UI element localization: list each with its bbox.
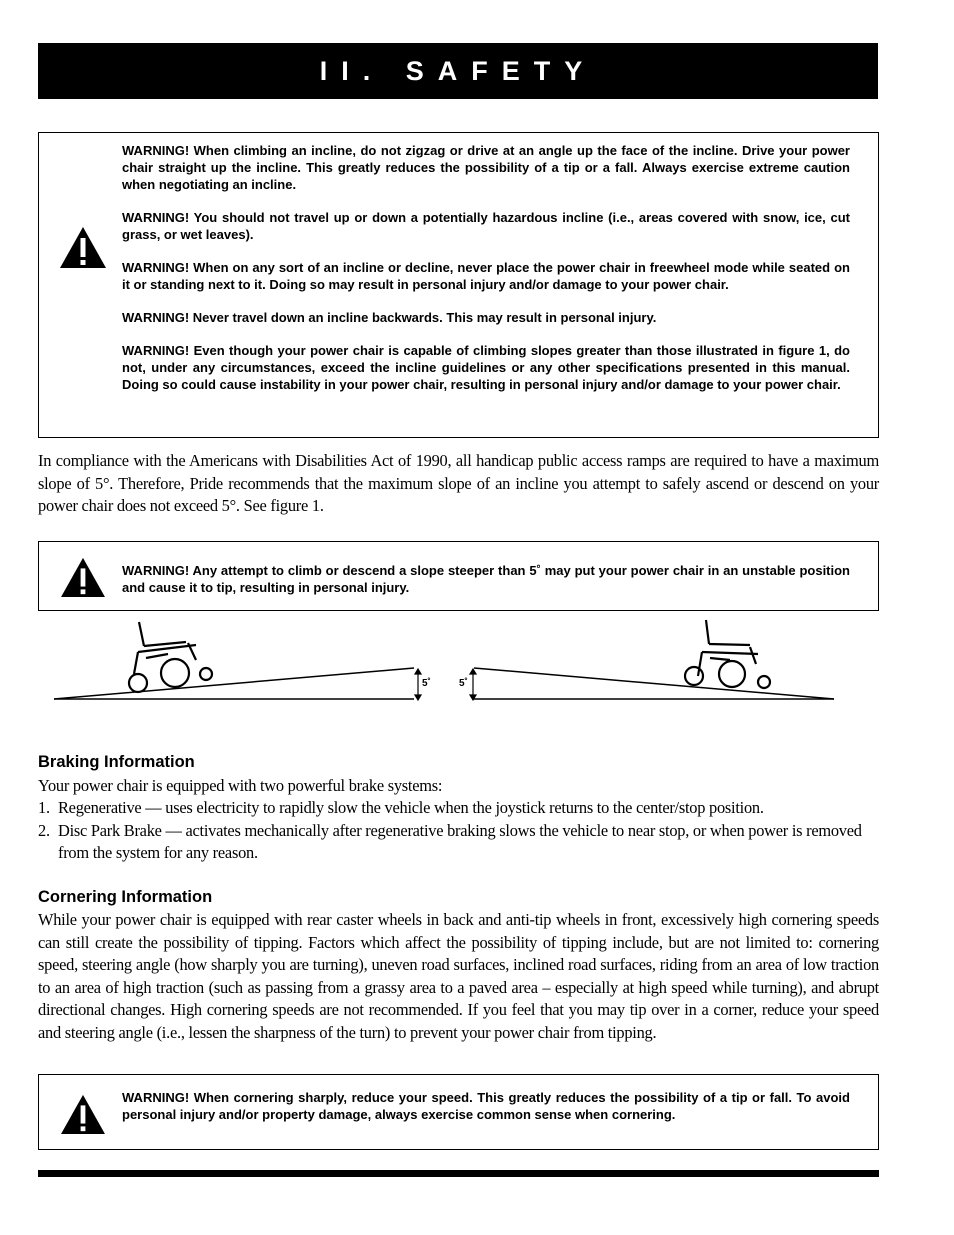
- list-item-number: 2.: [38, 820, 50, 840]
- section-title-banner: II. SAFETY: [38, 43, 878, 99]
- brake-systems-list: [38, 797, 879, 865]
- ada-paragraph: In compliance with the Americans with Disabilities Act of 1990, all handicap public access ramps are required to have a maximum slope of 5°. Therefore, Pride recommends that the maximum slope of an incline you attempt to safely ascend or descend on your power chair does not exceed 5°. See figure 1.: [38, 451, 879, 515]
- right-angle-marker: [470, 669, 476, 700]
- warning-triangle-icon: [59, 556, 107, 598]
- incline-figure: [38, 612, 879, 708]
- braking-intro: Your power chair is equipped with two powerful brake systems:: [38, 776, 443, 795]
- incline-warning-zigzag: WARNING! When climbing an incline, do not zigzag or drive at an angle up the face of the incline. Drive your power chair straight up the incline. This greatly reduces the possibility of a tip or a fall. Always exercise extreme caution when negotiating an incline.: [122, 143, 850, 192]
- list-item-text: Disc Park Brake — activates mechanically after regenerative braking slows the vehicle to near stop, or when power is removed from the system for any reason.: [58, 820, 862, 862]
- warning-triangle-icon: [59, 1093, 107, 1135]
- incline-warning-hazardous: WARNING! You should not travel up or down a potentially hazardous incline (i.e., areas covered with snow, ice, cut grass, or wet leaves).: [122, 210, 850, 242]
- left-angle-marker: [415, 669, 421, 700]
- list-item: [38, 820, 879, 865]
- right-angle-label: 5˚: [459, 678, 468, 689]
- cornering-warning-text: WARNING! When cornering sharply, reduce your speed. This greatly reduces the possibility of a tip or fall. To avoid personal injury and/or property damage, always exercise common sense when cornering.: [122, 1090, 850, 1122]
- slope-warning-box: [38, 541, 879, 611]
- braking-heading: Braking Information: [38, 753, 195, 771]
- incline-warning-freewheel: WARNING! When on any sort of an incline or decline, never place the power chair in freewheel mode while seated on it or standing next to it. Doing so may result in personal injury and/or damage to your power chair.: [122, 260, 850, 292]
- list-item-number: 1.: [38, 798, 50, 817]
- descending-wheelchair-icon: [685, 620, 770, 688]
- ascending-wheelchair-icon: [129, 622, 212, 692]
- slope-warning-text: WARNING! Any attempt to climb or descend a slope steeper than 5˚ may put your power chair in an unstable position and cause it to tip, resulting in personal injury.: [122, 563, 850, 595]
- list-item-text: Regenerative — uses electricity to rapidly slow the vehicle when the joystick returns to the center/stop position.: [58, 798, 764, 817]
- incline-warning-backwards: WARNING! Never travel down an incline backwards. This may result in personal injury.: [122, 310, 657, 325]
- bottom-rule: [38, 1170, 879, 1177]
- cornering-warning-box: [38, 1074, 879, 1150]
- incline-warning-box: [38, 132, 879, 438]
- ascending-ramp: [54, 668, 414, 699]
- list-item: [38, 797, 879, 820]
- cornering-heading: Cornering Information: [38, 888, 213, 906]
- incline-warning-guidelines: WARNING! Even though your power chair is capable of climbing slopes greater than those illustrated in figure 1, do not, under any circumstances, exceed the incline guidelines or any other specifications presented in this manual. Doing so could cause instability in your power chair, resulting in personal injury and/or damage to your power chair.: [122, 343, 850, 392]
- cornering-paragraph: While your power chair is equipped with rear caster wheels in back and anti-tip wheels in front, excessively high cornering speeds can still create the possibility of tipping. Factors which affect the possibility of tipping include, but are not limited to: cornering speed, steering angle (how sharply you are turning), uneven road surfaces, inclined road surfaces, riding from an area of low traction to an area of high traction (such as passing from a grassy area to a paved area – especially at high speed while turning), and abrupt directional changes. High cornering speeds are not recommended. If you feel that you may tip over in a corner, reduce your speed and steering angle (i.e., lessen the sharpness of the turn) to prevent your power chair from tipping.: [38, 910, 879, 1042]
- left-angle-label: 5˚: [422, 678, 431, 689]
- warning-triangle-icon: [59, 225, 107, 269]
- descending-ramp: [474, 668, 834, 699]
